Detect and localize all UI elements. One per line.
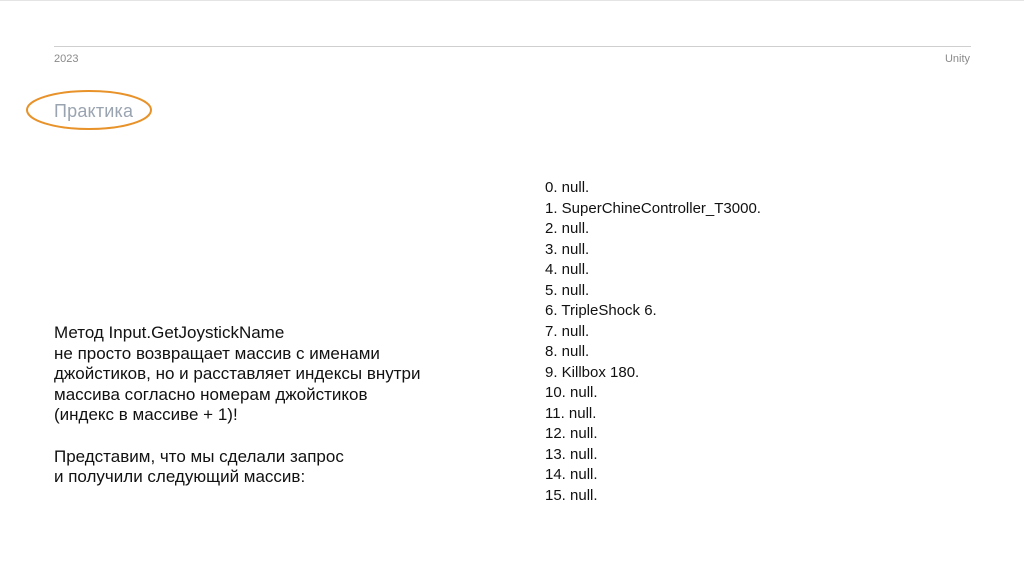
array-item: 4. null. (545, 261, 590, 278)
array-item: 3. null. (545, 240, 590, 258)
array-item: 5. null. (545, 281, 590, 299)
description-line: массива согласно номерам джойстиков (54, 384, 368, 404)
array-item: 0. null. (545, 179, 590, 196)
description-text (54, 323, 484, 488)
header-year: 2023 (54, 53, 79, 65)
top-border (0, 0, 1024, 1)
array-list (545, 178, 761, 506)
array-item: 13. null. (545, 445, 598, 463)
description-line: Представим, что мы сделали запрос (54, 446, 344, 466)
paragraph-gap (54, 426, 484, 447)
section-title: Практика (54, 101, 134, 121)
array-item: 9. Killbox 180. (545, 363, 640, 381)
description-line: джойстиков, но и расставляет индексы внутри (54, 364, 421, 384)
description-line: Метод Input.GetJoystickName (54, 323, 285, 342)
header-divider (54, 46, 971, 47)
array-item: 6. TripleShock 6. (545, 302, 657, 319)
array-item: 14. null. (545, 466, 598, 483)
array-item: 11. null. (545, 404, 597, 422)
description-line: не просто возвращает массив с именами (54, 343, 380, 363)
array-item: 1. SuperChineController_T3000. (545, 199, 761, 217)
array-item: 15. null. (545, 486, 598, 504)
array-item: 8. null. (545, 343, 590, 360)
array-item: 12. null. (545, 425, 598, 442)
array-item: 7. null. (545, 322, 590, 340)
description-line: (индекс в массиве + 1)! (54, 405, 238, 425)
description-line: и получили следующий массив: (54, 467, 306, 487)
array-item: 10. null. (545, 384, 598, 401)
header-brand: Unity (944, 53, 970, 65)
array-item: 2. null. (545, 220, 590, 237)
